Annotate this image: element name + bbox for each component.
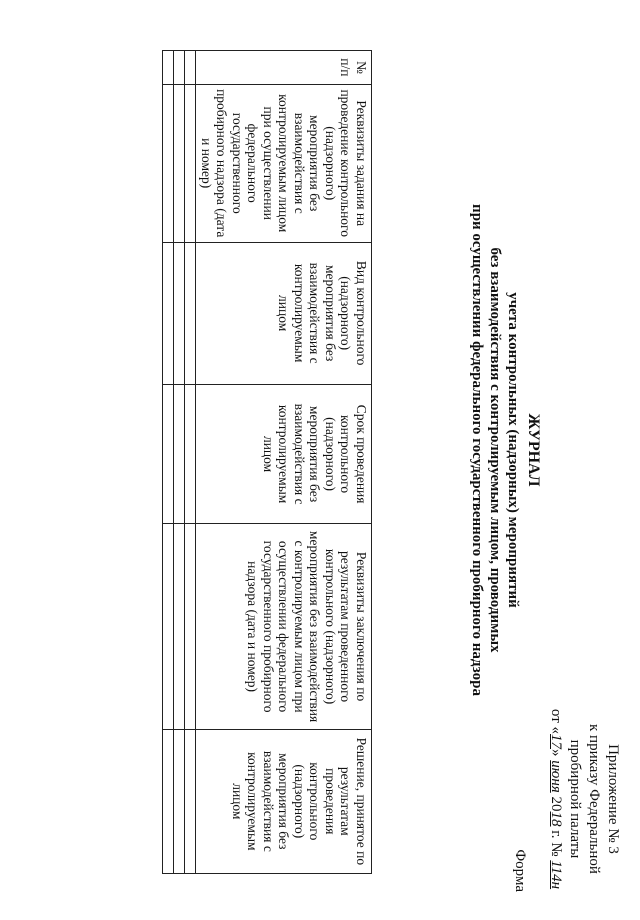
table-cell [163,384,174,524]
table-header-row [196,51,372,874]
table-cell [163,242,174,384]
table-cell [174,51,185,85]
journal-title-block [468,170,542,730]
table-cell [174,84,185,242]
table-cell [163,524,174,729]
order-suffix: г. № [548,826,564,861]
column-header-number: № п/п [196,51,372,85]
table-cell [174,384,185,524]
order-date-line [546,704,565,894]
table-cell [163,51,174,85]
table-cell [174,729,185,873]
table-cell [163,84,174,242]
table-cell [174,242,185,384]
journal-subtitle-line: без взаимодействия с контролируемым лицом, проводимых [487,247,503,653]
journal-title: ЖУРНАЛ [525,413,542,487]
appendix-line: к приказу Федеральной [586,724,602,874]
table-cell [185,51,196,85]
column-header-decision: Решение, принятое по результатам проведения контрольного (надзорного) мероприятия без взаимодействия с контролируемым лицом [196,729,372,873]
journal-table [163,50,373,874]
order-year: 18 [548,811,564,827]
table-row [174,51,185,874]
table-row [163,51,174,874]
table-row [185,51,196,874]
table-cell [185,84,196,242]
table-cell [185,729,196,873]
appendix-block [546,704,622,894]
table-cell [163,729,174,873]
order-month: июня [548,760,564,793]
table-cell [185,384,196,524]
column-header-conclusion-details: Реквизиты заключения по результатам проведенного контрольного (надзорного) мероприятия без взаимодействия с контролируемым лицом при осуществлении федерального государственного пробирного надзора (дата и номер) [196,524,372,729]
column-header-task-details: Реквизиты задания на проведение контрольного (надзорного) мероприятия без взаимодействия с контролируемым лицом при осуществлении федерального государственного пробирного надзора (дата и номер) [196,84,372,242]
order-day: 17 [548,734,564,749]
order-prefix: от « [548,708,564,734]
appendix-line: Приложение № 3 [605,744,621,854]
order-number: 114н [548,860,564,890]
order-mid: » [548,749,564,761]
form-label: Форма [512,849,528,892]
order-year-prefix: 20 [548,792,564,812]
column-header-duration: Срок проведения контрольного (надзорного) мероприятия без взаимодействия с контролируемым лицом [196,384,372,524]
table-cell [185,242,196,384]
journal-subtitle-line: при осуществлении федерального государственного пробирного надзора [469,204,485,696]
journal-subtitle-line: учета контрольных (надзорных) мероприятий [505,292,521,608]
appendix-line: пробирной палаты [567,739,583,859]
table-cell [185,524,196,729]
table-cell [174,524,185,729]
column-header-measure-type: Вид контрольного (надзорного) мероприятия без взаимодействия с контролируемым лицом [196,242,372,384]
